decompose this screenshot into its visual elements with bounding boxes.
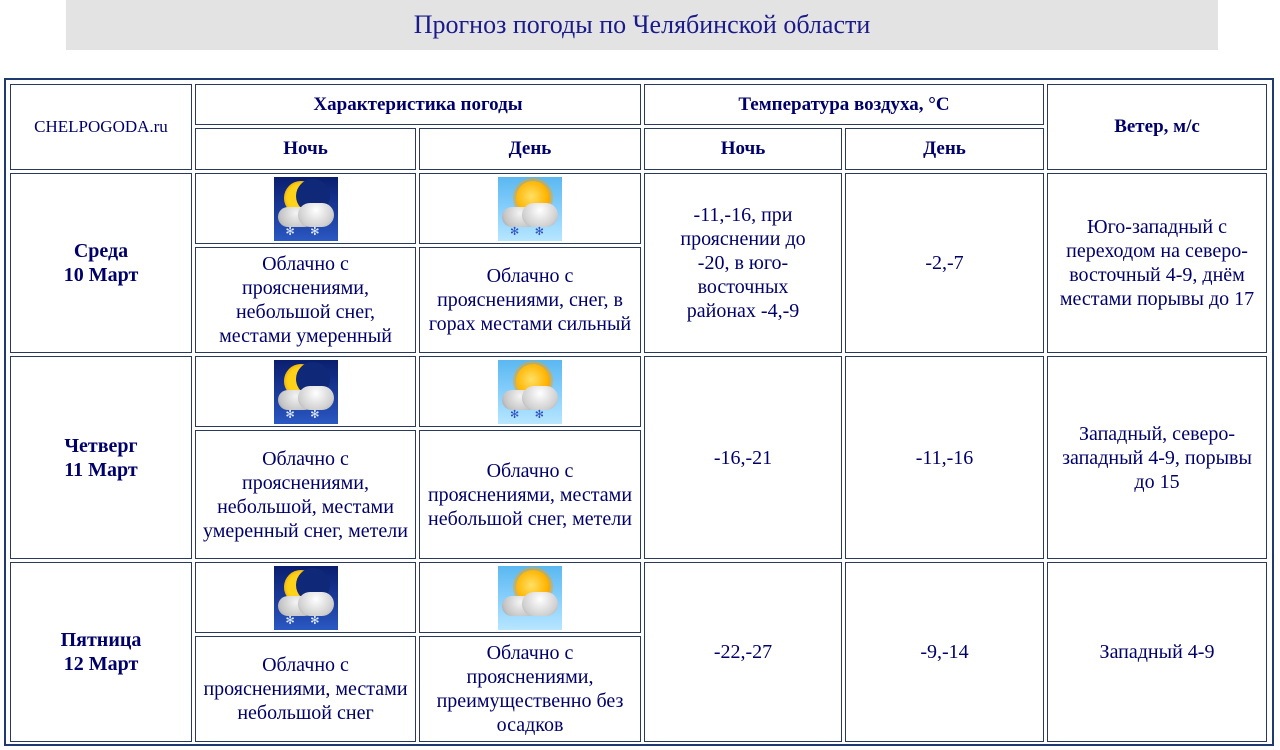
subheader-temp-night: Ночь [644, 128, 842, 170]
temperature-day: -2,-7 [845, 173, 1044, 353]
header-weather: Характеристика погоды [195, 84, 641, 125]
weekday: Четверг [64, 434, 138, 457]
cloudy-night-snow-icon [274, 360, 338, 424]
site-label: CHELPOGODA.ru [10, 84, 192, 170]
weekday: Пятница [60, 629, 142, 651]
date: 10 Март [63, 264, 139, 286]
night-icon-cell [195, 562, 416, 633]
night-icon-cell [195, 173, 416, 244]
wind-description: Западный 4-9 [1047, 562, 1267, 742]
cloudy-night-snow-icon [274, 566, 338, 630]
night-description: Облачно с прояснениями, местами небольшой снег [195, 636, 416, 742]
snowflake-icon: ✻ ✻ [285, 224, 326, 238]
weekday: Среда [73, 240, 129, 262]
day-description: Облачно с прояснениями, преимущественно без осадков [419, 636, 641, 742]
night-icon-cell [195, 356, 416, 427]
header-wind: Ветер, м/с [1047, 84, 1267, 170]
temperature-day: -11,-16 [845, 356, 1044, 559]
snowflake-icon: ✻ ✻ [285, 613, 326, 627]
date: 12 Март [63, 653, 139, 675]
cloudy-sun-snow-icon [498, 360, 562, 424]
night-description: Облачно с прояснениями, небольшой снег, местами умеренный [195, 247, 416, 353]
wind-description: Юго-западный с переходом на северо-восточный 4-9, днём местами порывы до 17 [1047, 173, 1267, 353]
temperature-night: -22,-27 [644, 562, 842, 742]
snowflake-icon: ✻ ✻ [285, 407, 326, 421]
wind-description: Западный, северо-западный 4-9, порывы до 15 [1047, 356, 1267, 559]
date: 11 Март [64, 458, 138, 481]
page-title: Прогноз погоды по Челябинской области [66, 0, 1218, 50]
subheader-weather-night: Ночь [195, 128, 416, 170]
temperature-day: -9,-14 [845, 562, 1044, 742]
day-label [10, 356, 192, 559]
temperature-night: -11,-16, при прояснении до -20, в юго-восточных районах -4,-9 [644, 173, 842, 353]
day-description: Облачно с прояснениями, снег, в горах местами сильный [419, 247, 641, 353]
partly-cloudy-sun-icon [498, 566, 562, 630]
night-description: Облачно с прояснениями, небольшой, местами умеренный снег, метели [195, 430, 416, 559]
subheader-temp-day: День [845, 128, 1044, 170]
day-icon-cell [419, 562, 641, 633]
cloudy-night-snow-icon [274, 177, 338, 241]
temperature-night: -16,-21 [644, 356, 842, 559]
day-icon-cell [419, 356, 641, 427]
snowflake-icon: ✻ ✻ [510, 407, 550, 421]
snowflake-icon: ✻ ✻ [510, 224, 550, 238]
header-temperature: Температура воздуха, °С [644, 84, 1044, 125]
subheader-weather-day: День [419, 128, 641, 170]
day-label [10, 562, 192, 742]
day-label [10, 173, 192, 353]
cloudy-sun-snow-icon [498, 177, 562, 241]
day-description: Облачно с прояснениями, местами небольшой снег, метели [419, 430, 641, 559]
day-icon-cell [419, 173, 641, 244]
